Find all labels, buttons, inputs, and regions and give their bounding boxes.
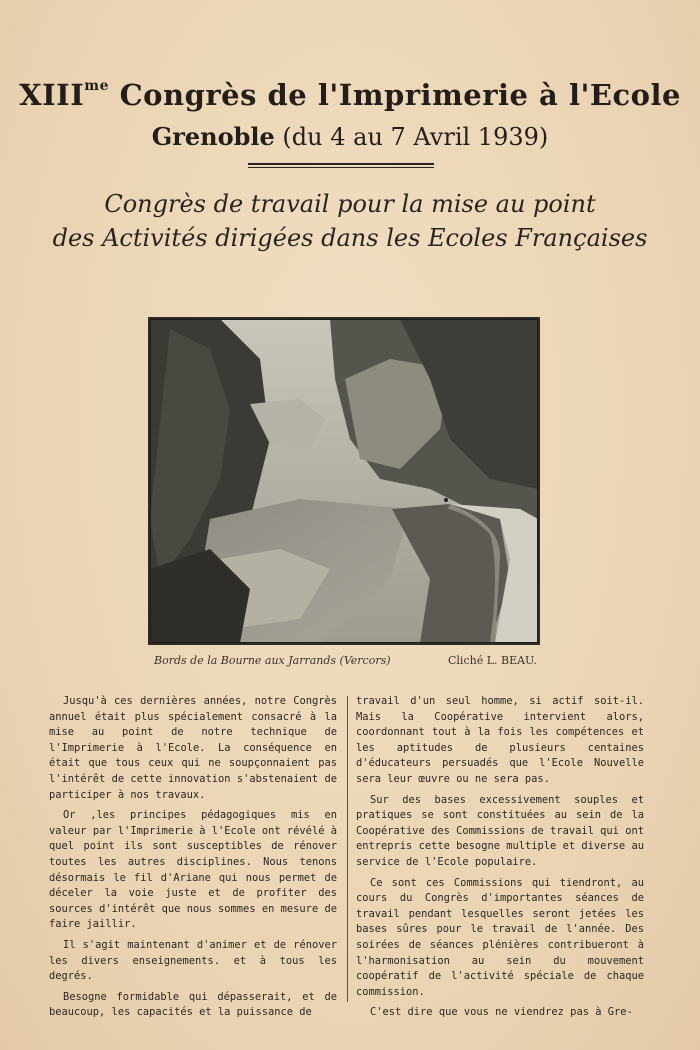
city-name: Grenoble xyxy=(151,122,275,151)
tagline-line-2: des Activités dirigées dans les Ecoles Françaises xyxy=(52,224,648,252)
title-rule xyxy=(248,163,434,165)
page-subtitle xyxy=(0,122,700,151)
tagline-line-1: Congrès de travail pour la mise au point xyxy=(104,190,596,218)
paragraph: Il s'agit maintenant d'animer et de rénover les divers enseignements. et à tous les degrés. xyxy=(49,938,337,983)
paragraph: Sur des bases excessivement souples et pratiques se sont constituées au sein de la Coopérative des Commissions de travail qui ont entrepris cette besogne multiple et diverse au service de l'Ecole populaire. xyxy=(356,793,644,868)
title-superscript: me xyxy=(84,78,109,95)
paragraph: Ce sont ces Commissions qui tiendront, au cours du Congrès d'importantes séances de travail pendant lesquelles seront jetées les bases sûres pour le travail de l'année. Des soirées de séances plénières contribueront à l'harmonisation au sein du mouvement coopératif de l'activité spéciale de chaque commission. xyxy=(356,876,644,998)
paragraph: Jusqu'à ces dernières années, notre Congrès annuel était plus spécialement consacré à la mise au point de notre technique de l'Imprimerie à l'Ecole. La conséquence en était que tous ceux qui ne soupçonnaient pas l'intérêt de cette innovation s'abstenaient de participer à nos travaux. xyxy=(49,695,337,801)
title-prefix: XIII xyxy=(19,78,85,112)
paragraph: travail d'un seul homme, si actif soit-il. Mais la Coopérative intervient alors, coordonnant tout à la fois les compétences et les aptitudes de plusieurs centaines d'éducateurs persuadés que l'Ecole Nouvelle sera leur œuvre ou ne sera pas. xyxy=(356,695,644,785)
title-rest: Congrès de l'Imprimerie à l'Ecole xyxy=(109,78,681,112)
paragraph: Besogne formidable qui dépasserait, et de beaucoup, les capacités et la puissance de xyxy=(49,990,337,1019)
congress-dates: (du 4 au 7 Avril 1939) xyxy=(274,123,549,151)
paragraph: C'est dire que vous ne viendrez pas à Gre- xyxy=(370,1006,633,1019)
landscape-photo xyxy=(148,317,540,645)
page-title xyxy=(0,78,700,112)
paragraph: Or ,les principes pédagogiques mis en valeur par l'Imprimerie à l'Ecole ont révélé à quel point ils sont susceptibles de rénover toutes les autres disciplines. Nous tenons désormais le fil d'Ariane qui nous permet de déceler la voie juste et de profiter des sources d'intérêt que nous sommes en mesure de faire jaillir. xyxy=(49,809,337,931)
photo-caption: Bords de la Bourne aux Jarrands (Vercors) xyxy=(154,654,391,667)
title-rule-thin xyxy=(248,167,434,168)
column-divider xyxy=(347,696,348,1002)
article-column-right xyxy=(356,694,644,1026)
photo-credit: Cliché L. BEAU. xyxy=(448,654,537,667)
article-column-left xyxy=(49,694,337,1026)
